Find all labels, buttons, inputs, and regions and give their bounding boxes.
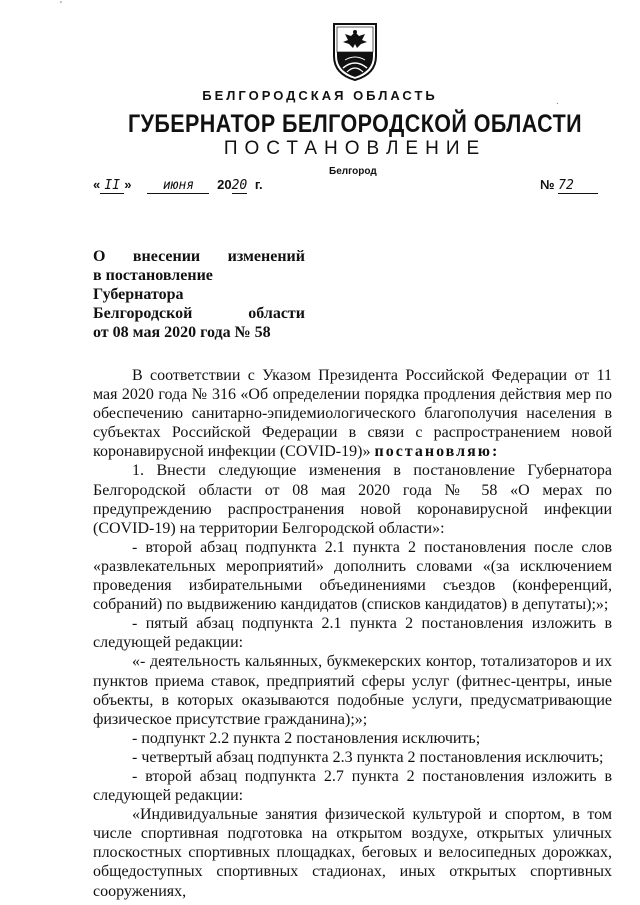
- number-value: 72: [558, 178, 598, 194]
- decree-body: [93, 366, 612, 901]
- scan-mark: ': [60, 0, 62, 11]
- subject-line-1: О внесении изменений: [93, 248, 305, 265]
- date-close-quote: »: [124, 177, 132, 192]
- subject-line-2: в постановление Губернатора: [93, 267, 213, 303]
- paragraph-change-2: - пятый абзац подпункта 2.1 пункта 2 постановления изложить в следующей редакции:: [93, 615, 612, 652]
- governor-title: ГУБЕРНАТОР БЕЛГОРОДСКОЙ ОБЛАСТИ: [127, 110, 583, 138]
- coat-of-arms-emblem: [331, 22, 379, 82]
- decree-subject: [93, 247, 305, 342]
- date-year-prefix: 20: [217, 177, 232, 192]
- paragraph-quote-2: «Индивидуальные занятия физической культурой и спортом, в том числе спортивная подготовка на открытом воздухе, открытых уличных плоскостных спортивных площадках, беговых и велосипедных дорожках, общедоступных спортивных стадионах, иных открытых спортивных сооружениях,: [93, 806, 612, 900]
- date-year-suffix: 20: [231, 178, 248, 193]
- number-label: №: [540, 177, 555, 192]
- date-year-mark: г.: [254, 177, 263, 192]
- paragraph-quote-1: «- деятельность кальянных, букмекерских контор, тотализаторов и их пунктов приема ставок, предприятий сферы услуг (фитнес-центры, иные объекты, в которых оказываются подобные услуги, предусматривающие физическое присутствие гражданина);»;: [93, 653, 612, 728]
- decree-date: [93, 177, 263, 194]
- paragraph-change-3: - подпункт 2.2 пункта 2 постановления исключить;: [132, 729, 481, 747]
- paragraph-preamble: В соответствии с Указом Президента Российской Федерации от 11 мая 2020 года № 316 «Об определении порядка продления действия мер по обеспечению санитарно-эпидемиологического благополучия населения в субъектах Российской Федерации в связи с распространением новой коронавирусной инфекции (COVID-19)» постановляю:: [93, 367, 612, 461]
- subject-line-3: Белгородской области: [93, 305, 305, 322]
- paragraph-change-1: - второй абзац подпункта 2.1 пункта 2 постановления после слов «развлекательных мероприятий» дополнить словами «(за исключением проведения избирательными объединениями съездов (конференций, собраний) по выдвижению кандидатов (списков кандидатов) в депутаты);»;: [93, 538, 612, 614]
- region-name: БЕЛГОРОДСКАЯ ОБЛАСТЬ: [202, 88, 438, 103]
- decree-keyword: постановляю:: [374, 443, 500, 461]
- paragraph-change-5: - второй абзац подпункта 2.7 пункта 2 постановления изложить в следующей редакции:: [93, 767, 612, 805]
- document-type: ПОСТАНОВЛЕНИЕ: [223, 138, 487, 159]
- paragraph-change-4: - четвертый абзац подпункта 2.3 пункта 2 постановления исключить;: [132, 748, 604, 766]
- date-day: II: [100, 178, 124, 194]
- paragraph-item-1: 1. Внести следующие изменения в постановление Губернатора Белгородской области от 08 мая 2020 года № 58 «О мерах по предупреждению распространения новой коронавирусной инфекции (COVID-19) на территории Белгородской области»:: [93, 462, 612, 537]
- date-open-quote: «: [93, 177, 101, 192]
- city-name: Белгород: [329, 166, 377, 177]
- decree-number: [540, 177, 598, 194]
- subject-line-4: от 08 мая 2020 года № 58: [93, 324, 271, 341]
- scan-dot: .: [556, 96, 559, 107]
- date-month: июня: [147, 178, 209, 194]
